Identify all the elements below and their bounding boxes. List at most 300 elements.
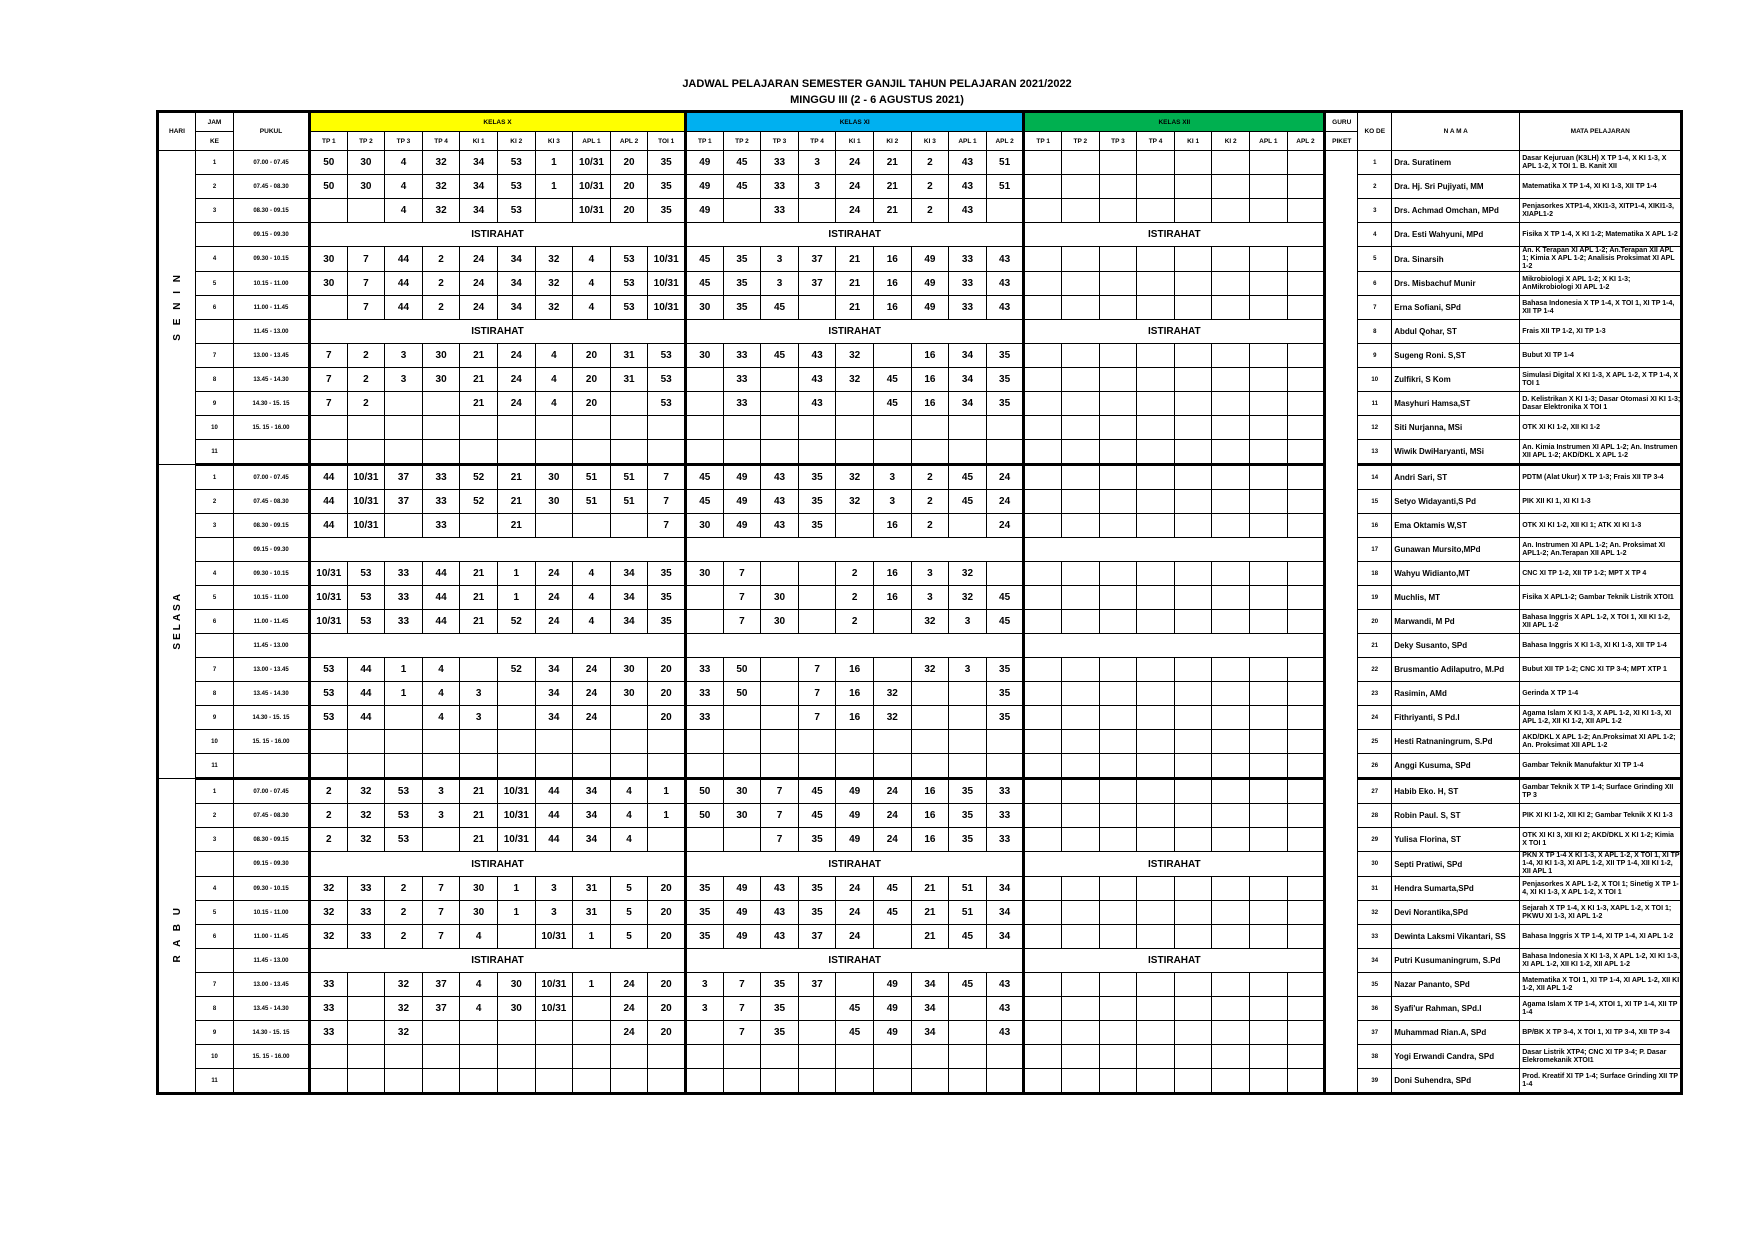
cell-xi: 33 xyxy=(723,344,761,368)
cell-x xyxy=(573,416,611,440)
cell-x: 20 xyxy=(648,877,686,901)
cell-x: 53 xyxy=(310,706,348,730)
cell-xi xyxy=(761,658,799,682)
cell-x: 44 xyxy=(385,296,423,320)
cell-x: 4 xyxy=(535,392,573,416)
cell-x: 33 xyxy=(385,586,423,610)
cell-x: 4 xyxy=(573,272,611,296)
cell-x: 10/31 xyxy=(648,247,686,272)
cell-xi: 43 xyxy=(798,392,836,416)
cell-xi: 32 xyxy=(949,562,987,586)
pukul-time: 09.15 - 09.30 xyxy=(234,223,310,247)
cell-xii xyxy=(1250,392,1288,416)
cell-x: 1 xyxy=(497,562,535,586)
col-header-xi: TP 4 xyxy=(798,132,836,151)
cell-xi xyxy=(949,440,987,465)
cell-xi: 32 xyxy=(911,610,949,634)
cell-x: 44 xyxy=(347,658,385,682)
cell-xi: 35 xyxy=(798,514,836,538)
cell-xi: 24 xyxy=(836,901,874,925)
cell-xii xyxy=(1137,901,1175,925)
cell-x: 10/31 xyxy=(347,465,385,490)
cell-x xyxy=(385,706,423,730)
cell-xi: 45 xyxy=(723,175,761,199)
schedule-table xyxy=(156,110,1683,1095)
cell-xi: 16 xyxy=(836,658,874,682)
cell-xi xyxy=(986,440,1024,465)
cell-xi: 35 xyxy=(949,828,987,852)
cell-x xyxy=(573,997,611,1021)
cell-xi: 2 xyxy=(911,490,949,514)
cell-xii xyxy=(1212,1021,1250,1045)
pukul-time: 08.30 - 09.15 xyxy=(234,514,310,538)
istirahat-x: ISTIRAHAT xyxy=(310,949,686,973)
cell-x: 21 xyxy=(460,586,498,610)
teacher-nama: Doni Suhendra, SPd xyxy=(1392,1069,1520,1094)
cell-xi: 16 xyxy=(911,392,949,416)
cell-xii xyxy=(1212,440,1250,465)
cell-x xyxy=(310,296,348,320)
teacher-mapel: Bahasa Inggris X APL 1-2, X TOI 1, XII KI 1-2, XII APL 1-2 xyxy=(1520,610,1682,634)
cell-xi: 34 xyxy=(986,925,1024,949)
cell-x: 31 xyxy=(610,344,648,368)
cell-xi: 2 xyxy=(911,151,949,175)
cell-x: 34 xyxy=(573,779,611,804)
cell-xii xyxy=(1137,706,1175,730)
cell-x: 53 xyxy=(310,682,348,706)
cell-xi: 3 xyxy=(686,973,724,997)
cell-xi xyxy=(873,754,911,779)
teacher-nama: Siti Nurjanna, MSi xyxy=(1392,416,1520,440)
cell-xii xyxy=(1062,296,1100,320)
cell-xi xyxy=(686,828,724,852)
cell-x: 2 xyxy=(347,368,385,392)
cell-xi: 24 xyxy=(873,828,911,852)
cell-x: 34 xyxy=(610,610,648,634)
cell-xii xyxy=(1212,730,1250,754)
teacher-kode: 15 xyxy=(1358,490,1392,514)
cell-x: 10/31 xyxy=(648,272,686,296)
cell-x xyxy=(422,754,460,779)
cell-xii xyxy=(1174,1045,1212,1069)
cell-xii xyxy=(1062,562,1100,586)
cell-xii xyxy=(1212,997,1250,1021)
cell-xii xyxy=(1212,754,1250,779)
cell-xi: 34 xyxy=(949,344,987,368)
cell-xi xyxy=(986,754,1024,779)
cell-x: 30 xyxy=(422,368,460,392)
cell-x: 34 xyxy=(573,804,611,828)
cell-xii xyxy=(1024,997,1062,1021)
cell-x: 2 xyxy=(347,344,385,368)
cell-x: 2 xyxy=(385,901,423,925)
cell-xii xyxy=(1099,416,1137,440)
teacher-nama: Ema Oktamis W,ST xyxy=(1392,514,1520,538)
cell-x: 24 xyxy=(573,706,611,730)
jam-ke: 9 xyxy=(196,706,234,730)
cell-xii xyxy=(1250,973,1288,997)
cell-xii xyxy=(1212,272,1250,296)
cell-x xyxy=(497,416,535,440)
istirahat-xi: ISTIRAHAT xyxy=(686,223,1024,247)
cell-x xyxy=(573,754,611,779)
cell-x: 33 xyxy=(310,973,348,997)
cell-xii xyxy=(1174,779,1212,804)
cell-x: 20 xyxy=(648,973,686,997)
cell-x xyxy=(648,1045,686,1069)
cell-x: 5 xyxy=(610,925,648,949)
cell-x: 53 xyxy=(610,296,648,320)
teacher-kode: 20 xyxy=(1358,610,1392,634)
cell-xii xyxy=(1137,804,1175,828)
pukul-time: 13.45 - 14.30 xyxy=(234,682,310,706)
cell-x: 53 xyxy=(385,804,423,828)
jam-ke: 4 xyxy=(196,877,234,901)
cell-xii xyxy=(1099,779,1137,804)
cell-xii xyxy=(1137,562,1175,586)
cell-x xyxy=(648,440,686,465)
cell-xii xyxy=(1024,730,1062,754)
teacher-mapel: Prod. Kreatif XI TP 1-4; Surface Grinding XII TP 1-4 xyxy=(1520,1069,1682,1094)
cell-x: 4 xyxy=(610,804,648,828)
teacher-mapel: Bahasa Inggris X TP 1-4, XI TP 1-4, XI APL 1-2 xyxy=(1520,925,1682,949)
cell-xi: 49 xyxy=(873,1021,911,1045)
teacher-nama: Abdul Qohar, ST xyxy=(1392,320,1520,344)
empty-xi xyxy=(686,538,1024,562)
cell-x xyxy=(422,730,460,754)
cell-xi xyxy=(986,730,1024,754)
cell-xii xyxy=(1099,151,1137,175)
cell-xi: 43 xyxy=(986,296,1024,320)
cell-xii xyxy=(1062,586,1100,610)
cell-xi: 49 xyxy=(911,272,949,296)
cell-x xyxy=(573,1021,611,1045)
cell-xi: 49 xyxy=(723,490,761,514)
cell-x: 2 xyxy=(310,779,348,804)
cell-xi xyxy=(911,754,949,779)
cell-xii xyxy=(1099,804,1137,828)
teacher-nama: Rasimin, AMd xyxy=(1392,682,1520,706)
teacher-kode: 33 xyxy=(1358,925,1392,949)
cell-x: 10/31 xyxy=(347,514,385,538)
cell-xi: 21 xyxy=(911,925,949,949)
cell-xi: 43 xyxy=(761,877,799,901)
jam-ke: 2 xyxy=(196,804,234,828)
cell-xi: 32 xyxy=(836,490,874,514)
cell-xi: 7 xyxy=(723,562,761,586)
cell-xii xyxy=(1250,368,1288,392)
cell-xii xyxy=(1062,877,1100,901)
cell-xii xyxy=(1062,779,1100,804)
cell-x xyxy=(347,416,385,440)
cell-x: 1 xyxy=(573,925,611,949)
cell-x: 31 xyxy=(610,368,648,392)
empty-xi xyxy=(686,634,1024,658)
cell-x xyxy=(460,416,498,440)
cell-xi xyxy=(949,706,987,730)
col-header-xii: KI 2 xyxy=(1212,132,1250,151)
cell-xii xyxy=(1250,828,1288,852)
cell-xii xyxy=(1212,779,1250,804)
cell-xii xyxy=(1024,779,1062,804)
cell-x: 44 xyxy=(422,562,460,586)
cell-xi: 24 xyxy=(836,199,874,223)
cell-x: 7 xyxy=(422,877,460,901)
cell-x: 3 xyxy=(422,804,460,828)
cell-x: 32 xyxy=(535,272,573,296)
cell-xii xyxy=(1287,706,1325,730)
cell-xii xyxy=(1212,175,1250,199)
cell-xii xyxy=(1174,368,1212,392)
cell-xi: 43 xyxy=(986,1021,1024,1045)
pukul-time: 08.30 - 09.15 xyxy=(234,199,310,223)
cell-xii xyxy=(1137,151,1175,175)
cell-xi: 34 xyxy=(911,1021,949,1045)
teacher-kode: 28 xyxy=(1358,804,1392,828)
cell-xi: 35 xyxy=(723,247,761,272)
jam-ke: 11 xyxy=(196,440,234,465)
cell-xi: 43 xyxy=(761,465,799,490)
cell-x xyxy=(460,658,498,682)
cell-xi: 35 xyxy=(986,658,1024,682)
cell-x: 24 xyxy=(497,392,535,416)
cell-xi xyxy=(949,754,987,779)
cell-xi: 33 xyxy=(986,779,1024,804)
schedule-title: JADWAL PELAJARAN SEMESTER GANJIL TAHUN PELAJARAN 2021/2022 xyxy=(682,78,1072,90)
header-hari: HARI xyxy=(158,112,196,151)
cell-xi: 45 xyxy=(798,779,836,804)
cell-xi: 24 xyxy=(836,151,874,175)
pukul-time: 10.15 - 11.00 xyxy=(234,901,310,925)
pukul-time: 13.45 - 14.30 xyxy=(234,997,310,1021)
cell-x: 44 xyxy=(310,465,348,490)
cell-xii xyxy=(1287,392,1325,416)
teacher-nama: Fithriyanti, S Pd.I xyxy=(1392,706,1520,730)
cell-xi: 45 xyxy=(873,392,911,416)
cell-xi xyxy=(686,416,724,440)
cell-xii xyxy=(1137,877,1175,901)
teacher-nama: Marwandi, M Pd xyxy=(1392,610,1520,634)
cell-xii xyxy=(1062,997,1100,1021)
cell-xii xyxy=(1212,973,1250,997)
cell-xi: 30 xyxy=(761,610,799,634)
cell-xii xyxy=(1212,368,1250,392)
cell-x: 7 xyxy=(347,296,385,320)
cell-xi: 43 xyxy=(949,151,987,175)
cell-xi xyxy=(949,416,987,440)
cell-xii xyxy=(1250,562,1288,586)
col-header-xi: KI 2 xyxy=(873,132,911,151)
cell-x: 7 xyxy=(347,272,385,296)
cell-xi: 33 xyxy=(761,199,799,223)
teacher-nama: Septi Pratiwi, SPd xyxy=(1392,852,1520,877)
cell-x xyxy=(385,1069,423,1094)
cell-xii xyxy=(1250,465,1288,490)
cell-xii xyxy=(1250,344,1288,368)
teacher-nama: Erna Sofiani, SPd xyxy=(1392,296,1520,320)
cell-x: 44 xyxy=(385,247,423,272)
pukul-time xyxy=(234,754,310,779)
cell-x: 33 xyxy=(385,562,423,586)
jam-ke: 10 xyxy=(196,730,234,754)
cell-xii xyxy=(1099,1021,1137,1045)
cell-x: 34 xyxy=(497,247,535,272)
cell-xi xyxy=(686,1045,724,1069)
cell-xi: 37 xyxy=(798,973,836,997)
cell-xi: 30 xyxy=(686,344,724,368)
cell-xii xyxy=(1287,562,1325,586)
cell-x xyxy=(310,754,348,779)
teacher-kode: 37 xyxy=(1358,1021,1392,1045)
cell-xi xyxy=(873,1069,911,1094)
cell-x: 35 xyxy=(648,199,686,223)
jam-ke: 5 xyxy=(196,272,234,296)
cell-x xyxy=(610,416,648,440)
col-header-xi: APL 2 xyxy=(986,132,1024,151)
cell-xi xyxy=(761,1045,799,1069)
cell-xii xyxy=(1250,586,1288,610)
teacher-mapel: AKD/DKL X APL 1-2; An.Proksimat XI APL 1-2; An. Proksimat XII APL 1-2 xyxy=(1520,730,1682,754)
cell-xii xyxy=(1250,877,1288,901)
cell-xii xyxy=(1137,296,1175,320)
teacher-mapel: PKN X TP 1-4 X KI 1-3, X APL 1-2, X TOI 1, XI TP 1-4, XI KI 1-3, XI APL 1-2, XII TP 1-4, XII KI 1-2, XII APL 1 xyxy=(1520,852,1682,877)
cell-xi: 33 xyxy=(723,392,761,416)
cell-x: 31 xyxy=(573,877,611,901)
cell-x: 44 xyxy=(535,828,573,852)
cell-xi: 21 xyxy=(873,175,911,199)
jam-ke: 7 xyxy=(196,973,234,997)
cell-x: 7 xyxy=(648,490,686,514)
istirahat-xi: ISTIRAHAT xyxy=(686,949,1024,973)
cell-xii xyxy=(1137,997,1175,1021)
cell-xii xyxy=(1099,465,1137,490)
cell-xi: 49 xyxy=(723,465,761,490)
cell-xi: 2 xyxy=(911,514,949,538)
cell-xi xyxy=(873,925,911,949)
teacher-mapel: Bubut XI TP 1-4 xyxy=(1520,344,1682,368)
cell-xii xyxy=(1212,490,1250,514)
cell-xii xyxy=(1062,804,1100,828)
cell-xii xyxy=(1099,997,1137,1021)
teacher-kode: 36 xyxy=(1358,997,1392,1021)
teacher-kode: 2 xyxy=(1358,175,1392,199)
cell-xi: 24 xyxy=(836,175,874,199)
pukul-time: 09.15 - 09.30 xyxy=(234,852,310,877)
cell-xii xyxy=(1250,706,1288,730)
cell-xi: 33 xyxy=(761,175,799,199)
cell-x xyxy=(497,706,535,730)
cell-x xyxy=(573,514,611,538)
istirahat-xi: ISTIRAHAT xyxy=(686,852,1024,877)
cell-xi xyxy=(723,416,761,440)
cell-x xyxy=(460,754,498,779)
cell-xi: 7 xyxy=(723,1021,761,1045)
cell-x xyxy=(347,754,385,779)
cell-xii xyxy=(1174,682,1212,706)
teacher-mapel: Gambar Teknik Manufaktur XI TP 1-4 xyxy=(1520,754,1682,779)
cell-xi: 49 xyxy=(686,151,724,175)
cell-x: 20 xyxy=(610,175,648,199)
header-nama: N A M A xyxy=(1392,112,1520,151)
col-header-xii: KI 1 xyxy=(1174,132,1212,151)
cell-xii xyxy=(1174,490,1212,514)
cell-xi: 35 xyxy=(798,877,836,901)
day-label xyxy=(158,465,196,779)
cell-xii xyxy=(1062,754,1100,779)
cell-xii xyxy=(1062,658,1100,682)
cell-x: 21 xyxy=(460,368,498,392)
cell-xi: 45 xyxy=(986,586,1024,610)
cell-x: 7 xyxy=(310,344,348,368)
cell-xii xyxy=(1287,1045,1325,1069)
cell-x: 21 xyxy=(460,610,498,634)
cell-xi: 34 xyxy=(949,392,987,416)
teacher-mapel: Bahasa Indonesia X KI 1-3, X APL 1-2, XI KI 1-3, XI APL 1-2, XII KI 1-2, XII APL 1-2 xyxy=(1520,949,1682,973)
cell-x xyxy=(497,682,535,706)
teacher-kode: 18 xyxy=(1358,562,1392,586)
cell-xii xyxy=(1174,247,1212,272)
cell-xii xyxy=(1287,973,1325,997)
cell-x: 53 xyxy=(347,562,385,586)
cell-x: 44 xyxy=(347,706,385,730)
cell-xi: 51 xyxy=(949,877,987,901)
col-header-x: TP 1 xyxy=(310,132,348,151)
cell-xi: 30 xyxy=(723,779,761,804)
teacher-mapel: Mikrobiologi X APL 1-2; X KI 1-3; AnMikrobiologi XI APL 1-2 xyxy=(1520,272,1682,296)
pukul-time: 11.45 - 13.00 xyxy=(234,634,310,658)
cell-xii xyxy=(1174,730,1212,754)
cell-xi: 16 xyxy=(873,247,911,272)
cell-xii xyxy=(1099,610,1137,634)
cell-x: 35 xyxy=(648,175,686,199)
cell-x xyxy=(497,1045,535,1069)
cell-x: 4 xyxy=(573,586,611,610)
cell-xii xyxy=(1250,1045,1288,1069)
col-header-xii: TP 4 xyxy=(1137,132,1175,151)
cell-xii xyxy=(1250,682,1288,706)
cell-xi: 33 xyxy=(949,296,987,320)
cell-x: 1 xyxy=(648,779,686,804)
empty-xii xyxy=(1024,538,1325,562)
cell-x: 21 xyxy=(460,344,498,368)
teacher-mapel: An. K Terapan XI APL 1-2; An.Terapan XII APL 1; Kimia X APL 1-2; Analisis Proksimat XI APL 1-2 xyxy=(1520,247,1682,272)
cell-x: 2 xyxy=(385,925,423,949)
cell-xi: 43 xyxy=(986,247,1024,272)
teacher-nama: Yulisa Florina, ST xyxy=(1392,828,1520,852)
cell-x: 30 xyxy=(460,877,498,901)
cell-xii xyxy=(1137,175,1175,199)
cell-x: 4 xyxy=(535,344,573,368)
cell-xi: 2 xyxy=(836,562,874,586)
cell-x: 24 xyxy=(610,997,648,1021)
jam-ke: 3 xyxy=(196,199,234,223)
jam-ke: 7 xyxy=(196,344,234,368)
cell-xi: 45 xyxy=(686,465,724,490)
cell-xi xyxy=(873,1045,911,1069)
day-label xyxy=(158,779,196,1094)
teacher-kode: 21 xyxy=(1358,634,1392,658)
teacher-mapel: OTK XI KI 1-2, XII KI 1-2 xyxy=(1520,416,1682,440)
cell-x: 30 xyxy=(460,901,498,925)
cell-xii xyxy=(1287,151,1325,175)
header-ke: KE xyxy=(196,132,234,151)
cell-xii xyxy=(1062,368,1100,392)
cell-x: 5 xyxy=(610,877,648,901)
teacher-kode: 22 xyxy=(1358,658,1392,682)
cell-xi xyxy=(873,440,911,465)
teacher-kode: 19 xyxy=(1358,586,1392,610)
teacher-nama: Drs. Achmad Omchan, MPd xyxy=(1392,199,1520,223)
